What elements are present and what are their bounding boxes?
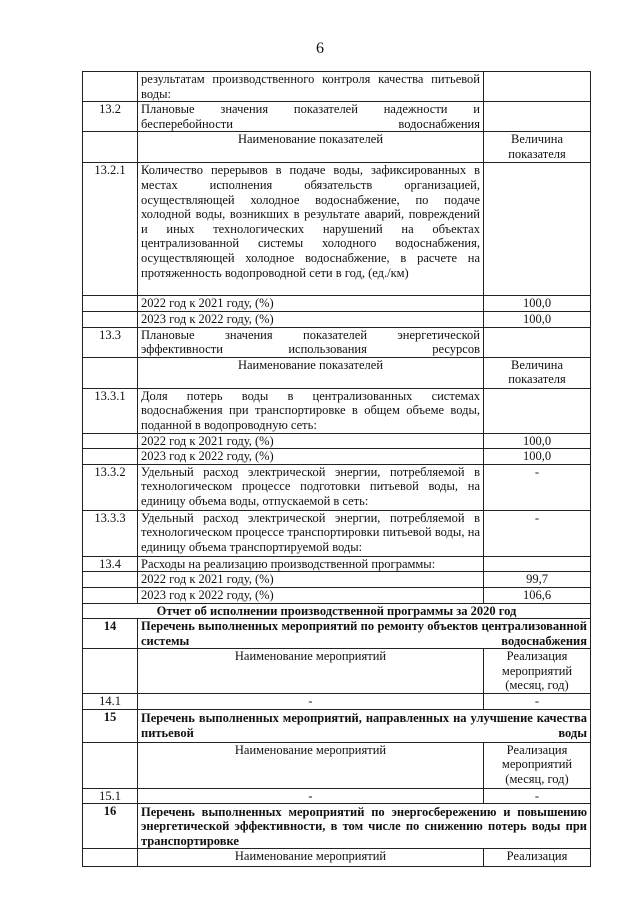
table-row [83,556,591,572]
row-text: Расходы на реализацию производственной программы: [138,556,484,572]
row-value [484,72,591,102]
table-row [83,433,591,449]
row-text: 2023 год к 2022 году, (%) [138,587,484,603]
row-number: 13.4 [83,556,138,572]
row-text: 2023 год к 2022 году, (%) [138,449,484,465]
row-number: 14 [83,619,138,649]
table-header-row [83,849,591,867]
row-text: Перечень выполненных мероприятий, направленных на улучшение качества питьевой воды [138,709,591,742]
table-row [83,72,591,102]
row-value: - [484,694,591,710]
row-text: Перечень выполненных мероприятий по энергосбережению и повышению энергетической эффективности, в том числе по снижению потерь воды при транспортировке [138,804,591,849]
table-row [83,102,591,132]
row-value: - [484,510,591,556]
row-number: 13.3.2 [83,464,138,510]
table-row [83,163,591,296]
row-number: 13.2.1 [83,163,138,296]
row-value: 100,0 [484,311,591,327]
row-number: 15.1 [83,788,138,804]
table-header-row [83,132,591,163]
section-row [83,804,591,849]
row-text: Плановые значения показателей энергетической эффективности использования ресурсов [138,327,484,357]
header-name: Наименование мероприятий [138,649,484,694]
header-value: Величина показателя [484,357,591,388]
table-row [83,296,591,312]
table-row [83,464,591,510]
section-row [83,709,591,742]
row-text: Перечень выполненных мероприятий по ремонту объектов централизованной системы водоснабжения [138,619,591,649]
report-title-row [83,603,591,619]
row-number: 13.3.3 [83,510,138,556]
row-text: Доля потерь воды в централизованных системах водоснабжения при транспортировке в общем объеме воды, поданной в водопроводную сеть: [138,388,484,433]
header-value: Реализация мероприятий (месяц, год) [484,742,591,788]
row-text: 2022 год к 2021 году, (%) [138,433,484,449]
row-text: 2023 год к 2022 году, (%) [138,311,484,327]
row-text: - [138,694,484,710]
header-name: Наименование мероприятий [138,742,484,788]
header-value: Реализация мероприятий (месяц, год) [484,649,591,694]
table-row [83,587,591,603]
table-row [83,572,591,588]
row-text: Удельный расход электрической энергии, потребляемой в технологическом процессе транспортировки питьевой воды, на единицу объема транспортируемой воды: [138,510,484,556]
table-row [83,327,591,357]
table-header-row [83,742,591,788]
row-value: 100,0 [484,449,591,465]
row-number: 14.1 [83,694,138,710]
table-row [83,510,591,556]
row-text: Количество перерывов в подаче воды, зафиксированных в местах исполнения обязательств организацией, осуществляющей холодное водоснабжение, по подаче холодной воды, возникших в результате аварий, повреждений и иных технологических нарушений на объектах централизованной системы холодного водоснабжения, осуществляющей холодное водоснабжение, в расчете на протяженность водопроводной сети в год, (ед./км) [138,163,484,296]
table-header-row [83,649,591,694]
section-row [83,619,591,649]
row-value: - [484,788,591,804]
row-text: - [138,788,484,804]
header-value: Реализация [484,849,591,867]
row-text: Плановые значения показателей надежности и бесперебойности водоснабжения [138,102,484,132]
row-text: результатам производственного контроля качества питьевой воды: [138,72,484,102]
table-row [83,694,591,710]
header-name: Наименование мероприятий [138,849,484,867]
header-value: Величина показателя [484,132,591,163]
row-number: 13.3 [83,327,138,357]
row-number: 13.3.1 [83,388,138,433]
table-row [83,449,591,465]
report-title: Отчет об исполнении производственной программы за 2020 год [83,603,591,619]
header-name: Наименование показателей [138,132,484,163]
row-text: 2022 год к 2021 году, (%) [138,572,484,588]
program-table [82,71,591,867]
row-number [83,72,138,102]
row-value: 106,6 [484,587,591,603]
row-value: 100,0 [484,433,591,449]
page-number: 6 [316,40,324,57]
header-name: Наименование показателей [138,357,484,388]
table-row [83,788,591,804]
row-value: 99,7 [484,572,591,588]
table-header-row [83,357,591,388]
table-row [83,388,591,433]
row-number: 16 [83,804,138,849]
row-number: 15 [83,709,138,742]
row-number: 13.2 [83,102,138,132]
table-row [83,311,591,327]
row-text: 2022 год к 2021 году, (%) [138,296,484,312]
row-value: 100,0 [484,296,591,312]
row-text: Удельный расход электрической энергии, потребляемой в технологическом процессе подготовки питьевой воды, на единицу объема воды, отпускаемой в сеть: [138,464,484,510]
row-value: - [484,464,591,510]
